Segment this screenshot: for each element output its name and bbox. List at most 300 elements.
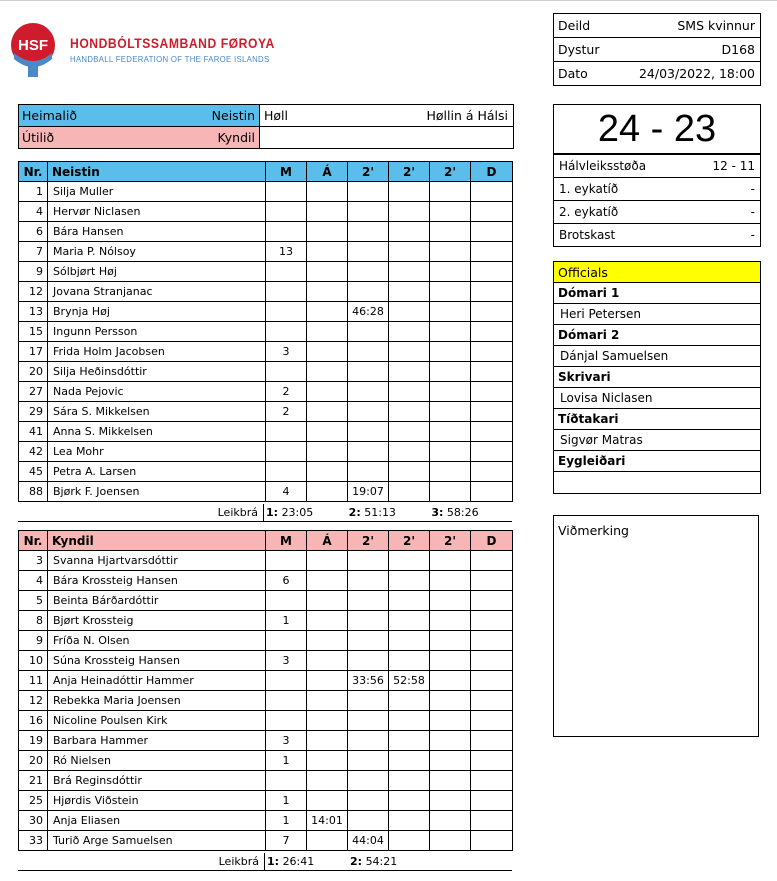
suspension-1-cell: [348, 591, 389, 611]
info-row: [554, 38, 760, 62]
suspension-3-cell: [430, 711, 471, 731]
suspension-1-cell: [348, 402, 389, 422]
warning-cell: [307, 611, 348, 631]
suspension-2-cell: [389, 462, 430, 482]
player-name: Ró Nielsen: [48, 751, 266, 771]
player-row: [19, 482, 513, 502]
col-2min-1: 2': [348, 531, 389, 551]
home-team-name: Neistin: [211, 108, 255, 123]
goals-cell: 2: [266, 402, 307, 422]
suspension-2-cell: [389, 771, 430, 791]
warning-cell: [307, 631, 348, 651]
suspension-2-cell: [389, 791, 430, 811]
score-row: [554, 224, 760, 246]
suspension-1-cell: [348, 262, 389, 282]
goals-cell: 4: [266, 482, 307, 502]
player-name: Bára Krossteig Hansen: [48, 571, 266, 591]
away-header-row: [19, 531, 513, 551]
goals-cell: [266, 462, 307, 482]
suspension-2-cell: [389, 611, 430, 631]
score-value: 12 - 11: [712, 159, 755, 173]
col-nr: Nr.: [19, 162, 48, 182]
suspension-3-cell: [430, 242, 471, 262]
col-a: Á: [307, 162, 348, 182]
player-name: Nicoline Poulsen Kirk: [48, 711, 266, 731]
info-row: [554, 62, 760, 85]
suspension-3-cell: [430, 482, 471, 502]
warning-cell: [307, 242, 348, 262]
player-number: 13: [19, 302, 48, 322]
player-row: [19, 442, 513, 462]
disqualification-cell: [471, 611, 513, 631]
score-row: [554, 201, 760, 224]
goals-cell: 3: [266, 342, 307, 362]
suspension-2-cell: [389, 731, 430, 751]
officials-box: [553, 261, 761, 494]
player-number: 3: [19, 551, 48, 571]
info-value: D168: [721, 42, 755, 57]
suspension-3-cell: [430, 182, 471, 202]
player-row: [19, 382, 513, 402]
suspension-3-cell: [430, 262, 471, 282]
goals-cell: [266, 222, 307, 242]
player-name: Silja Muller: [48, 182, 266, 202]
disqualification-cell: [471, 382, 513, 402]
player-name: Lea Mohr: [48, 442, 266, 462]
warning-cell: [307, 222, 348, 242]
suspension-2-cell: [389, 422, 430, 442]
suspension-3-cell: [430, 551, 471, 571]
suspension-2-cell: 52:58: [389, 671, 430, 691]
player-row: [19, 322, 513, 342]
col-nr: Nr.: [19, 531, 48, 551]
warning-cell: [307, 711, 348, 731]
col-m: M: [266, 531, 307, 551]
disqualification-cell: [471, 711, 513, 731]
suspension-1-cell: [348, 631, 389, 651]
suspension-2-cell: [389, 442, 430, 462]
player-number: 88: [19, 482, 48, 502]
goals-cell: 1: [266, 611, 307, 631]
player-number: 45: [19, 462, 48, 482]
goals-cell: 7: [266, 831, 307, 851]
final-score: 24 - 23: [554, 105, 760, 155]
official-role: Dómari 2: [554, 325, 760, 346]
player-row: [19, 731, 513, 751]
venue-name: Høllin á Hálsi: [426, 108, 508, 123]
suspension-3-cell: [430, 671, 471, 691]
score-label: Hálvleiksstøða: [559, 159, 647, 173]
player-number: 11: [19, 671, 48, 691]
player-number: 27: [19, 382, 48, 402]
suspension-2-cell: [389, 751, 430, 771]
player-name: Rebekka Maria Joensen: [48, 691, 266, 711]
player-number: 6: [19, 222, 48, 242]
goals-cell: 2: [266, 382, 307, 402]
suspension-3-cell: [430, 382, 471, 402]
disqualification-cell: [471, 442, 513, 462]
goals-cell: 3: [266, 731, 307, 751]
suspension-3-cell: [430, 731, 471, 751]
suspension-1-cell: [348, 751, 389, 771]
disqualification-cell: [471, 222, 513, 242]
suspension-1-cell: [348, 711, 389, 731]
team-name-header: Kyndil: [48, 531, 266, 551]
suspension-1-cell: 19:07: [348, 482, 389, 502]
player-number: 33: [19, 831, 48, 851]
warning-cell: [307, 771, 348, 791]
federation-logo: [8, 19, 275, 81]
player-name: Jovana Stranjanac: [48, 282, 266, 302]
player-row: [19, 182, 513, 202]
score-value: -: [750, 228, 755, 242]
suspension-3-cell: [430, 771, 471, 791]
suspension-3-cell: [430, 202, 471, 222]
col-d: D: [471, 162, 513, 182]
player-number: 42: [19, 442, 48, 462]
suspension-2-cell: [389, 551, 430, 571]
federation-subtitle: HANDBALL FEDERATION OF THE FAROE ISLANDS: [70, 55, 270, 64]
goals-cell: [266, 671, 307, 691]
info-label: Dystur: [558, 42, 600, 57]
suspension-1-cell: [348, 551, 389, 571]
suspension-3-cell: [430, 422, 471, 442]
player-number: 8: [19, 611, 48, 631]
remarks-box: [553, 515, 759, 737]
player-number: 17: [19, 342, 48, 362]
disqualification-cell: [471, 631, 513, 651]
info-row: [554, 14, 760, 38]
away-timeouts: [18, 853, 512, 871]
suspension-3-cell: [430, 402, 471, 422]
col-2min-2: 2': [389, 531, 430, 551]
player-name: Anja Heinadóttir Hammer: [48, 671, 266, 691]
player-row: [19, 611, 513, 631]
venue-cell: [260, 105, 513, 126]
player-name: Bjørk F. Joensen: [48, 482, 266, 502]
info-value: 24/03/2022, 18:00: [638, 66, 755, 81]
suspension-3-cell: [430, 611, 471, 631]
suspension-1-cell: [348, 442, 389, 462]
team-name-header: Neistin: [48, 162, 266, 182]
disqualification-cell: [471, 791, 513, 811]
player-number: 29: [19, 402, 48, 422]
empty-cell: [260, 127, 513, 148]
player-number: 41: [19, 422, 48, 442]
warning-cell: [307, 691, 348, 711]
player-number: 12: [19, 691, 48, 711]
timeouts-label: Leikbrá: [18, 853, 265, 870]
goals-cell: [266, 182, 307, 202]
teams-header: [18, 104, 514, 149]
score-row: [554, 155, 760, 178]
home-label: Heimalið: [22, 108, 77, 123]
warning-cell: [307, 571, 348, 591]
player-number: 21: [19, 771, 48, 791]
player-row: [19, 242, 513, 262]
away-row: [19, 127, 513, 148]
home-timeouts: [18, 504, 512, 522]
player-name: Barbara Hammer: [48, 731, 266, 751]
suspension-3-cell: [430, 751, 471, 771]
suspension-1-cell: [348, 362, 389, 382]
warning-cell: [307, 182, 348, 202]
score-value: -: [750, 182, 755, 196]
goals-cell: [266, 442, 307, 462]
player-name: Fríða N. Olsen: [48, 631, 266, 651]
disqualification-cell: [471, 482, 513, 502]
warning-cell: [307, 262, 348, 282]
player-name: Svanna Hjartvarsdóttir: [48, 551, 266, 571]
score-box: [553, 104, 761, 247]
suspension-1-cell: [348, 791, 389, 811]
suspension-3-cell: [430, 831, 471, 851]
timeout-3: 3: 58:26: [431, 506, 479, 519]
goals-cell: [266, 262, 307, 282]
goals-cell: 1: [266, 811, 307, 831]
timeout-2: 2: 54:21: [350, 855, 398, 868]
disqualification-cell: [471, 302, 513, 322]
warning-cell: [307, 302, 348, 322]
warning-cell: [307, 671, 348, 691]
goals-cell: 1: [266, 751, 307, 771]
home-team-table: [18, 161, 513, 502]
player-row: [19, 202, 513, 222]
disqualification-cell: [471, 402, 513, 422]
official-name: Heri Petersen: [554, 304, 760, 325]
disqualification-cell: [471, 831, 513, 851]
disqualification-cell: [471, 182, 513, 202]
player-number: 4: [19, 571, 48, 591]
suspension-1-cell: [348, 182, 389, 202]
player-row: [19, 422, 513, 442]
suspension-1-cell: [348, 342, 389, 362]
disqualification-cell: [471, 551, 513, 571]
player-name: Brá Reginsdóttir: [48, 771, 266, 791]
warning-cell: [307, 751, 348, 771]
warning-cell: [307, 831, 348, 851]
suspension-2-cell: [389, 631, 430, 651]
suspension-3-cell: [430, 442, 471, 462]
suspension-3-cell: [430, 302, 471, 322]
suspension-2-cell: [389, 831, 430, 851]
player-number: 16: [19, 711, 48, 731]
disqualification-cell: [471, 591, 513, 611]
player-number: 20: [19, 751, 48, 771]
goals-cell: 6: [266, 571, 307, 591]
suspension-1-cell: [348, 691, 389, 711]
suspension-2-cell: [389, 402, 430, 422]
disqualification-cell: [471, 691, 513, 711]
score-label: Brotskast: [559, 228, 616, 242]
official-name: Dánjal Samuelsen: [554, 346, 760, 367]
away-team-name: Kyndil: [217, 130, 255, 145]
warning-cell: [307, 402, 348, 422]
player-name: Brynja Høj: [48, 302, 266, 322]
suspension-3-cell: [430, 362, 471, 382]
player-name: Nada Pejovic: [48, 382, 266, 402]
goals-cell: [266, 202, 307, 222]
suspension-3-cell: [430, 222, 471, 242]
suspension-1-cell: 46:28: [348, 302, 389, 322]
suspension-1-cell: [348, 222, 389, 242]
player-row: [19, 691, 513, 711]
player-name: Anja Eliasen: [48, 811, 266, 831]
suspension-2-cell: [389, 382, 430, 402]
player-name: Sólbjørt Høj: [48, 262, 266, 282]
player-row: [19, 811, 513, 831]
info-value: SMS kvinnur: [677, 18, 755, 33]
disqualification-cell: [471, 242, 513, 262]
warning-cell: [307, 282, 348, 302]
disqualification-cell: [471, 322, 513, 342]
player-name: Hervør Niclasen: [48, 202, 266, 222]
suspension-1-cell: [348, 322, 389, 342]
suspension-2-cell: [389, 811, 430, 831]
score-label: 1. eykatíð: [559, 182, 619, 196]
official-role: Dómari 1: [554, 283, 760, 304]
player-number: 9: [19, 631, 48, 651]
disqualification-cell: [471, 262, 513, 282]
player-name: Ingunn Persson: [48, 322, 266, 342]
suspension-3-cell: [430, 791, 471, 811]
away-label: Útilið: [22, 130, 55, 145]
suspension-3-cell: [430, 571, 471, 591]
player-number: 19: [19, 731, 48, 751]
player-row: [19, 591, 513, 611]
col-a: Á: [307, 531, 348, 551]
disqualification-cell: [471, 731, 513, 751]
suspension-2-cell: [389, 571, 430, 591]
player-name: Maria P. Nólsoy: [48, 242, 266, 262]
col-2min-1: 2': [348, 162, 389, 182]
suspension-1-cell: [348, 202, 389, 222]
official-role: Tíðtakari: [554, 409, 760, 430]
player-name: Bára Hansen: [48, 222, 266, 242]
top-border: [0, 0, 777, 1]
warning-cell: [307, 342, 348, 362]
warning-cell: [307, 462, 348, 482]
warning-cell: [307, 422, 348, 442]
disqualification-cell: [471, 282, 513, 302]
player-name: Frida Holm Jacobsen: [48, 342, 266, 362]
warning-cell: [307, 202, 348, 222]
score-value: -: [750, 205, 755, 219]
player-row: [19, 771, 513, 791]
player-name: Silja Heðinsdóttir: [48, 362, 266, 382]
away-label-cell: [19, 127, 260, 148]
home-row: [19, 105, 513, 127]
disqualification-cell: [471, 362, 513, 382]
goals-cell: [266, 322, 307, 342]
goals-cell: 13: [266, 242, 307, 262]
official-name: [554, 472, 760, 493]
player-number: 12: [19, 282, 48, 302]
player-number: 30: [19, 811, 48, 831]
official-role: Skrivari: [554, 367, 760, 388]
suspension-3-cell: [430, 322, 471, 342]
suspension-2-cell: [389, 242, 430, 262]
suspension-3-cell: [430, 462, 471, 482]
score-row: [554, 178, 760, 201]
suspension-3-cell: [430, 342, 471, 362]
warning-cell: [307, 731, 348, 751]
player-name: Anna S. Mikkelsen: [48, 422, 266, 442]
player-number: 7: [19, 242, 48, 262]
player-row: [19, 751, 513, 771]
player-name: Bjørt Krossteig: [48, 611, 266, 631]
player-name: Petra A. Larsen: [48, 462, 266, 482]
suspension-2-cell: [389, 182, 430, 202]
player-row: [19, 551, 513, 571]
player-name: Beinta Bárðardóttir: [48, 591, 266, 611]
player-number: 15: [19, 322, 48, 342]
goals-cell: [266, 422, 307, 442]
suspension-2-cell: [389, 202, 430, 222]
disqualification-cell: [471, 751, 513, 771]
goals-cell: [266, 551, 307, 571]
goals-cell: [266, 302, 307, 322]
timeout-1: 1: 23:05: [266, 506, 314, 519]
suspension-2-cell: [389, 362, 430, 382]
player-row: [19, 362, 513, 382]
player-row: [19, 831, 513, 851]
player-name: Súna Krossteig Hansen: [48, 651, 266, 671]
away-team-table: [18, 530, 513, 851]
suspension-3-cell: [430, 651, 471, 671]
warning-cell: [307, 551, 348, 571]
col-d: D: [471, 531, 513, 551]
suspension-3-cell: [430, 591, 471, 611]
suspension-2-cell: [389, 322, 430, 342]
col-2min-2: 2': [389, 162, 430, 182]
player-number: 20: [19, 362, 48, 382]
player-number: 10: [19, 651, 48, 671]
player-row: [19, 342, 513, 362]
suspension-1-cell: [348, 811, 389, 831]
warning-cell: [307, 791, 348, 811]
player-row: [19, 631, 513, 651]
suspension-1-cell: [348, 571, 389, 591]
goals-cell: 1: [266, 791, 307, 811]
goals-cell: [266, 282, 307, 302]
warning-cell: [307, 442, 348, 462]
suspension-1-cell: [348, 282, 389, 302]
suspension-1-cell: [348, 651, 389, 671]
player-name: Turið Arge Samuelsen: [48, 831, 266, 851]
player-row: [19, 262, 513, 282]
warning-cell: 14:01: [307, 811, 348, 831]
player-number: 5: [19, 591, 48, 611]
warning-cell: [307, 382, 348, 402]
suspension-1-cell: [348, 242, 389, 262]
warning-cell: [307, 651, 348, 671]
player-row: [19, 651, 513, 671]
score-label: 2. eykatíð: [559, 205, 619, 219]
player-row: [19, 222, 513, 242]
official-name: Sigvør Matras: [554, 430, 760, 451]
suspension-2-cell: [389, 651, 430, 671]
warning-cell: [307, 322, 348, 342]
player-row: [19, 671, 513, 691]
disqualification-cell: [471, 202, 513, 222]
venue-label: Høll: [264, 108, 288, 123]
disqualification-cell: [471, 571, 513, 591]
suspension-2-cell: [389, 482, 430, 502]
player-number: 9: [19, 262, 48, 282]
disqualification-cell: [471, 811, 513, 831]
timeout-2: 2: 51:13: [348, 506, 396, 519]
